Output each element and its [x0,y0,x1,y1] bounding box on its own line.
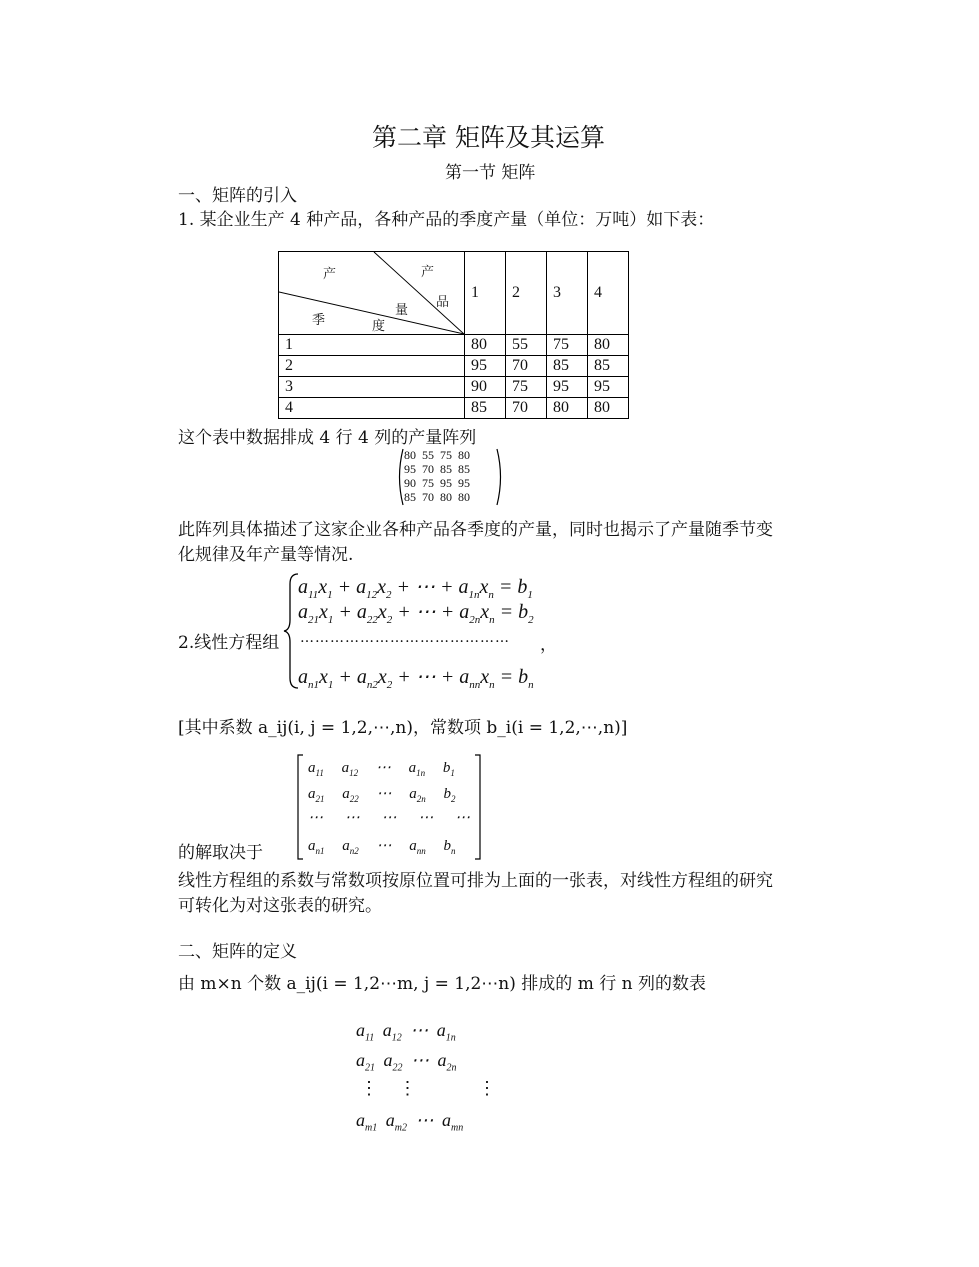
after-table-text: 这个表中数据排成 4 行 4 列的产量阵列 [178,428,477,448]
table-cell: 75 [506,377,547,398]
table-cell: 80 [588,398,629,419]
page-title: 第二章 矩阵及其运算 [372,123,605,152]
matrix-row: 90 75 95 95 [404,476,470,490]
table-cell: 80 [465,335,506,356]
col-header: 4 [588,252,629,335]
equation-2: $a_{21}x_1 + a_{22}x_2$ + ⋯ + $a_{2n}x_n = b_2$ [298,601,534,626]
matrix-row: 85 70 80 80 [404,490,470,504]
table-row [279,335,629,356]
system-label: 2.线性方程组 [178,633,280,653]
aug-row-dots: ⋯ ⋯ ⋯ ⋯ ⋯ [308,810,470,826]
row-label: 4 [279,398,465,419]
aug-row-1: $a_{11}$ $a_{12}$ ⋯ $a_{1n}$ $b_1$ [308,760,455,778]
table-cell: 70 [506,356,547,377]
table-cell: 95 [588,377,629,398]
col-header: 1 [465,252,506,335]
heading-intro: 一、矩阵的引入 [178,186,297,206]
array-row-2: $a_{21}$ $a_{22}$ ⋯ $a_{2n}$ [356,1050,457,1074]
solve-label: 的解取决于 [178,843,263,863]
table-cell: 95 [547,377,588,398]
table-cell: 55 [506,335,547,356]
production-table [278,251,629,419]
diag-label: 产 [421,264,435,279]
heading-definition: 二、矩阵的定义 [178,942,297,962]
matrix-row: 80 55 75 80 [404,448,470,462]
matrix-row: 95 70 85 85 [404,462,470,476]
aug-row-2: $a_{21}$ $a_{22}$ ⋯ $a_{2n}$ $b_2$ [308,786,456,804]
table-cell: 80 [588,335,629,356]
diag-label: 量 [395,302,409,317]
coefficient-note: [其中系数 a_ij(i, j = 1,2,⋯,n)，常数项 b_i(i = 1,2,⋯,n)] [178,718,628,738]
array-row-1: $a_{11}$ $a_{12}$ ⋯ $a_{1n}$ [356,1020,456,1044]
col-header: 2 [506,252,547,335]
description-line: 此阵列具体描述了这家企业各种产品各季度的产量，同时也揭示了产量随季节变 [178,520,773,540]
diag-label: 季 [312,312,326,327]
system-comma: ， [540,635,557,655]
col-header: 3 [547,252,588,335]
table-cell: 85 [588,356,629,377]
table-cell: 85 [547,356,588,377]
diag-label: 度 [372,318,386,333]
equation-n: $a_{n1}x_1 + a_{n2}x_2$ + ⋯ + $a_{nn}x_n = b_n$ [298,666,534,691]
table-cell: 80 [547,398,588,419]
production-matrix [396,447,504,507]
aug-row-n: $a_{n1}$ $a_{n2}$ ⋯ $a_{nn}$ $b_n$ [308,838,456,856]
table-row [279,377,629,398]
row-label: 3 [279,377,465,398]
table-row [279,356,629,377]
table-cell: 95 [465,356,506,377]
intro-text: 1. 某企业生产 4 种产品，各种产品的季度产量（单位：万吨）如下表： [178,210,715,230]
equation-1: $a_{11}x_1 + a_{12}x_2$ + ⋯ + $a_{1n}x_n = b_1$ [298,576,533,601]
linear-description: 线性方程组的系数与常数项按原位置可排为上面的一张表，对线性方程组的研究 [178,871,773,891]
table-row [279,398,629,419]
definition-text: 由 m×n 个数 a_ij(i = 1,2⋯m, j = 1,2⋯n) 排成的 m 行 n 列的数表 [178,974,706,994]
diag-label: 品 [436,294,450,309]
equation-dots: …………………………………… [300,630,510,646]
augmented-matrix [296,754,482,860]
description-line: 化规律及年产量等情况. [178,545,354,565]
table-cell: 75 [547,335,588,356]
table-cell: 85 [465,398,506,419]
section-title: 第一节 矩阵 [445,163,536,183]
row-label: 2 [279,356,465,377]
array-row-m: $a_{m1}$ $a_{m2}$ ⋯ $a_{mn}$ [356,1110,464,1134]
array-row-dots: ⋮ ⋮ ⋮ [360,1078,496,1098]
table-cell: 70 [506,398,547,419]
row-label: 1 [279,335,465,356]
linear-description: 可转化为对这张表的研究。 [178,896,382,916]
diag-label: 产 [323,266,337,281]
table-diagonal-header [279,252,465,335]
table-cell: 90 [465,377,506,398]
